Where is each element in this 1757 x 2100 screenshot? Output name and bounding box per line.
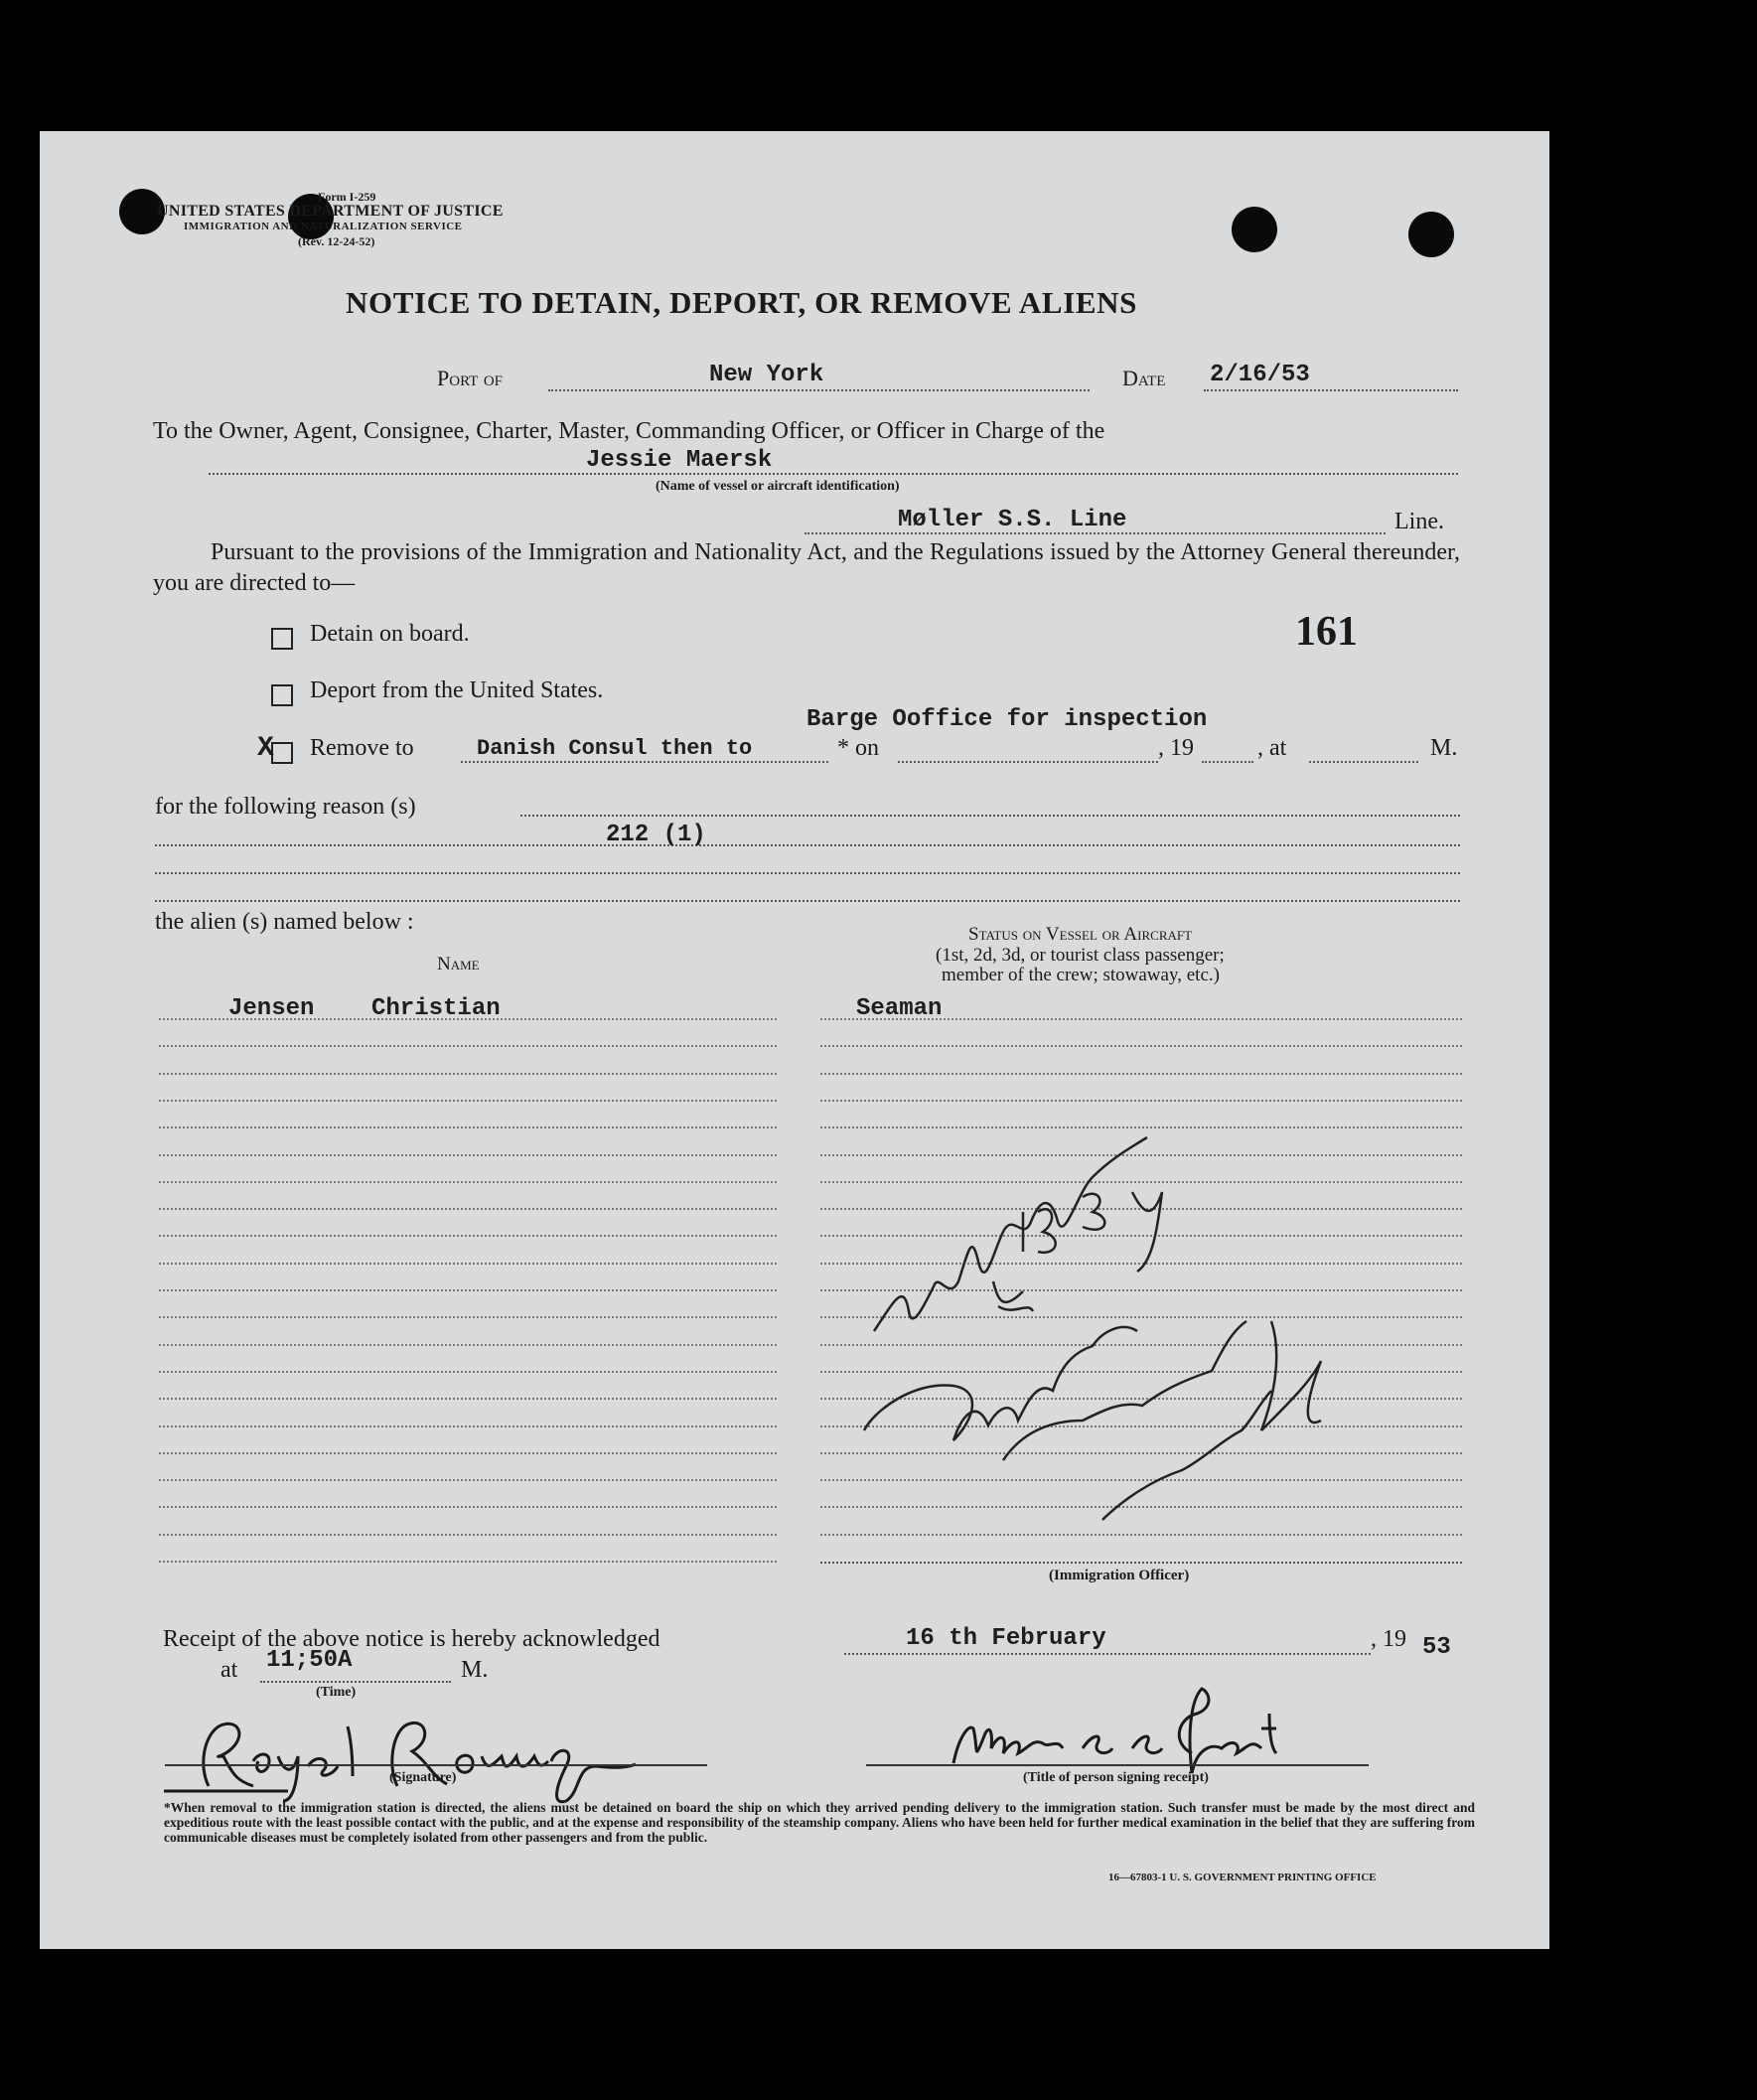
receipt-at-label: at	[220, 1657, 238, 1683]
table-rule-line	[159, 1452, 777, 1454]
table-rule-line	[159, 1100, 777, 1102]
receiver-signature	[159, 1707, 695, 1806]
table-rule-line	[820, 1073, 1462, 1075]
table-rule-line	[159, 1263, 777, 1265]
at-label: , at	[1257, 735, 1287, 761]
table-rule-line	[159, 1126, 777, 1128]
port-label: Port of	[437, 366, 504, 390]
print-code: 16—67803-1 U. S. GOVERNMENT PRINTING OFFICE	[1108, 1872, 1377, 1883]
time-line	[1309, 761, 1418, 763]
port-value[interactable]: New York	[709, 362, 824, 388]
date-value[interactable]: 2/16/53	[1210, 362, 1310, 388]
date-line	[1204, 389, 1458, 391]
table-rule-line	[159, 1073, 777, 1075]
reason-line-2	[155, 844, 1460, 846]
alien-given-name[interactable]: Christian	[371, 995, 501, 1022]
year-line	[1202, 761, 1253, 763]
officer-caption: (Immigration Officer)	[1049, 1568, 1190, 1583]
reason-label: for the following reason (s)	[155, 794, 416, 820]
form-page	[40, 131, 1549, 1949]
service-name: IMMIGRATION AND NATURALIZATION SERVICE	[184, 221, 463, 232]
table-rule-line	[159, 1425, 777, 1427]
m-label: M.	[1430, 735, 1458, 761]
form-revision: (Rev. 12-24-52)	[298, 234, 375, 248]
reason-line-1	[520, 815, 1460, 817]
line-label: Line.	[1394, 509, 1444, 534]
table-rule-line	[159, 1316, 777, 1318]
deport-label: Deport from the United States.	[310, 677, 604, 703]
table-rule-line	[820, 1126, 1462, 1128]
remove-check-mark: X	[257, 733, 274, 764]
table-rule-line	[159, 1235, 777, 1237]
receipt-m-label: M.	[461, 1657, 489, 1683]
addressee-text: To the Owner, Agent, Consignee, Charter, Master, Commanding Officer, or Officer in Charge of the	[153, 418, 1105, 444]
form-number: Form I-259	[318, 190, 376, 204]
receipt-year-value[interactable]: 53	[1422, 1634, 1451, 1661]
table-rule-line	[159, 1371, 777, 1373]
reason-value[interactable]: 212 (1)	[606, 822, 706, 848]
table-rule-line	[159, 1181, 777, 1183]
table-rule-line	[159, 1561, 777, 1563]
table-rule-line	[820, 1100, 1462, 1102]
status-column-note-2: member of the crew; stowaway, etc.)	[942, 965, 1220, 985]
punch-hole-right	[1232, 207, 1277, 252]
title-line	[866, 1764, 1369, 1766]
remove-line	[461, 761, 828, 763]
receipt-date-line	[844, 1653, 1371, 1655]
name-column-header: Name	[437, 954, 480, 975]
remove-label: Remove to	[310, 735, 414, 761]
date-label: Date	[1122, 366, 1166, 390]
deport-checkbox[interactable]	[271, 684, 293, 706]
remove-value[interactable]: Danish Consul then to	[477, 736, 753, 761]
status-column-note-1: (1st, 2d, 3d, or tourist class passenger;	[936, 945, 1225, 966]
receipt-text: Receipt of the above notice is hereby acknowledged	[163, 1626, 660, 1652]
receipt-date-value[interactable]: 16 th February	[906, 1625, 1106, 1652]
year-label: , 19	[1158, 735, 1194, 761]
line-value[interactable]: Møller S.S. Line	[898, 507, 1127, 533]
vessel-caption: (Name of vessel or aircraft identification)	[656, 479, 900, 494]
receipt-time-value[interactable]: 11;50A	[266, 1647, 353, 1674]
punch-hole-right-2	[1408, 212, 1454, 257]
remove-checkbox[interactable]	[271, 742, 293, 764]
table-rule-line	[159, 1398, 777, 1400]
receipt-year-prefix: , 19	[1371, 1626, 1406, 1652]
detain-checkbox[interactable]	[271, 628, 293, 650]
officer-handwritten-note	[854, 1132, 1371, 1550]
on-label: * on	[837, 735, 879, 761]
table-rule-line	[820, 1045, 1462, 1047]
vessel-value[interactable]: Jessie Maersk	[586, 447, 773, 474]
footnote: *When removal to the immigration station is directed, the aliens must be detained on board the ship on which they arrived pending delivery to the immigration station. Such transfer must be made by the most direct and expeditious route with the least possible contact with the public, and at the expense and responsibility of the steamship company. Aliens who have been held for further medical examination in the belief that they are suffering from communicable diseases must be completely isolated from other passengers and from the public.	[164, 1800, 1475, 1845]
detain-label: Detain on board.	[310, 621, 470, 647]
table-rule-line	[159, 1479, 777, 1481]
table-rule-line	[159, 1289, 777, 1291]
table-rule-line	[159, 1344, 777, 1346]
remove-destination-note[interactable]: Barge Ooffice for inspection	[806, 706, 1208, 733]
form-title: NOTICE TO DETAIN, DEPORT, OR REMOVE ALIENS	[346, 285, 1137, 320]
status-column-header: Status on Vessel or Aircraft	[968, 924, 1193, 945]
port-line	[548, 389, 1090, 391]
table-rule-line	[159, 1506, 777, 1508]
officer-signature-line	[820, 1562, 1462, 1564]
table-rule-line	[159, 1045, 777, 1047]
alien-status[interactable]: Seaman	[856, 995, 943, 1022]
reason-line-3	[155, 872, 1460, 874]
aliens-label: the alien (s) named below :	[155, 909, 414, 935]
table-rule-line	[159, 1154, 777, 1156]
table-rule-line	[820, 1018, 1462, 1020]
reason-line-4	[155, 900, 1460, 902]
alien-surname[interactable]: Jensen	[228, 995, 315, 1022]
form-serial-number: 161	[1295, 609, 1358, 655]
table-rule-line	[159, 1534, 777, 1536]
vessel-line	[209, 473, 1458, 475]
agency-name: UNITED STATES DEPARTMENT OF JUSTICE	[157, 203, 504, 220]
signature-caption: (Signature)	[389, 1770, 457, 1785]
on-date-line	[898, 761, 1158, 763]
table-rule-line	[159, 1208, 777, 1210]
receipt-time-line	[260, 1681, 451, 1683]
title-caption: (Title of person signing receipt)	[1023, 1770, 1209, 1785]
pursuant-text: Pursuant to the provisions of the Immigration and Nationality Act, and the Regulations issued by the Attorney General thereunder, you are directed to—	[153, 539, 1460, 596]
time-caption: (Time)	[316, 1685, 357, 1700]
table-rule-line	[159, 1018, 777, 1020]
signature-line	[165, 1764, 707, 1766]
